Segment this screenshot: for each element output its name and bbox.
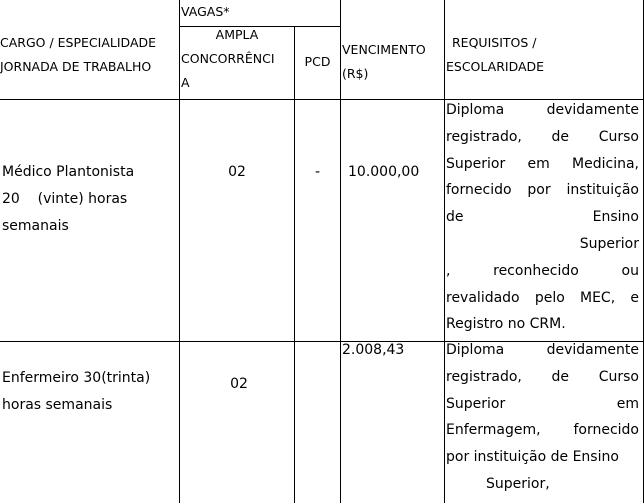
header-vagas: VAGAS*	[181, 4, 230, 19]
word: fornecido	[573, 422, 639, 439]
cell-vencimento: 10.000,00	[348, 164, 420, 180]
requisitos-line	[446, 285, 639, 312]
requisitos-line	[446, 337, 639, 364]
requisitos-line	[446, 177, 639, 204]
header-ampla	[181, 23, 293, 95]
header-ampla-line: A	[181, 75, 190, 90]
word: em	[616, 395, 639, 412]
word: de	[551, 368, 570, 385]
cargo-line: Médico Plantonista	[2, 164, 135, 180]
requisitos-line	[446, 204, 639, 231]
word: Superior	[446, 155, 506, 172]
word: em	[527, 155, 550, 172]
grid-line	[340, 0, 341, 503]
word: Medicina,	[572, 155, 639, 172]
word: registrado,	[446, 128, 522, 145]
word: Superior	[579, 235, 639, 252]
requisitos-line	[446, 311, 639, 338]
cell-cargo	[2, 159, 134, 240]
requisitos-line	[446, 231, 639, 258]
header-cargo-line: CARGO / ESPECIALIDADE	[0, 35, 157, 50]
requisitos-line	[446, 444, 639, 471]
cell-requisitos	[446, 97, 639, 338]
requisitos-line	[446, 97, 639, 124]
cell-vencimento: 2.008,43	[342, 342, 405, 358]
word: MEC,	[580, 289, 616, 306]
header-pcd: PCD	[304, 54, 331, 69]
word: Registro no CRM.	[446, 316, 566, 333]
cell-cargo	[2, 365, 150, 419]
header-ampla-line: AMPLA	[215, 27, 259, 42]
cell-ampla: 02	[228, 164, 246, 180]
word: Curso	[598, 368, 639, 385]
header-vencimento-line: (R$)	[342, 66, 369, 81]
word: registrado,	[446, 368, 522, 385]
word: Diploma	[446, 102, 505, 118]
word: instituição	[566, 182, 639, 199]
word: e	[630, 289, 639, 306]
word: por	[527, 182, 551, 199]
cargo-line: horas semanais	[2, 397, 113, 413]
word: Diploma	[446, 342, 505, 358]
cell-requisitos	[446, 337, 639, 498]
cell-ampla: 02	[230, 376, 248, 392]
header-cargo	[0, 31, 156, 79]
word: pelo	[534, 289, 565, 306]
cargo-line: semanais	[2, 218, 69, 234]
header-ampla-line: CONCORRÊNCI	[181, 51, 275, 66]
word: revalidado	[446, 289, 520, 306]
word: devidamente	[546, 102, 639, 118]
word: de	[446, 209, 464, 226]
header-jornada-line: JORNADA DE TRABALHO	[0, 59, 152, 74]
requisitos-line	[446, 391, 639, 418]
requisitos-line	[446, 471, 639, 498]
header-requisitos-line: REQUISITOS /	[452, 35, 537, 50]
grid-line	[179, 0, 180, 503]
word: Superior,	[486, 475, 550, 492]
requisitos-line	[446, 124, 639, 151]
word: fornecido	[446, 182, 512, 199]
cargo-line: Enfermeiro 30(trinta)	[2, 370, 151, 386]
word: Enfermagem,	[446, 422, 541, 439]
header-vencimento-line: VENCIMENTO	[342, 42, 426, 57]
grid-line	[444, 0, 445, 503]
word: Superior	[446, 395, 506, 412]
word: por instituição de Ensino	[446, 449, 619, 466]
cell-pcd: -	[314, 164, 321, 180]
requisitos-line	[446, 417, 639, 444]
grid-line	[294, 26, 295, 503]
word: reconhecido	[493, 262, 579, 279]
word: Curso	[598, 128, 639, 145]
word: devidamente	[546, 342, 639, 358]
requisitos-line	[446, 364, 639, 391]
header-requisitos-line: ESCOLARIDADE	[446, 59, 545, 74]
word: ,	[446, 262, 451, 279]
requisitos-line	[446, 258, 639, 285]
cargo-line: 20 (vinte) horas	[2, 191, 128, 207]
requisitos-line	[446, 151, 639, 178]
word: ou	[621, 262, 639, 279]
header-vencimento	[342, 38, 426, 86]
header-requisitos	[446, 31, 544, 79]
word: de	[551, 128, 570, 145]
word: Ensino	[592, 209, 639, 226]
